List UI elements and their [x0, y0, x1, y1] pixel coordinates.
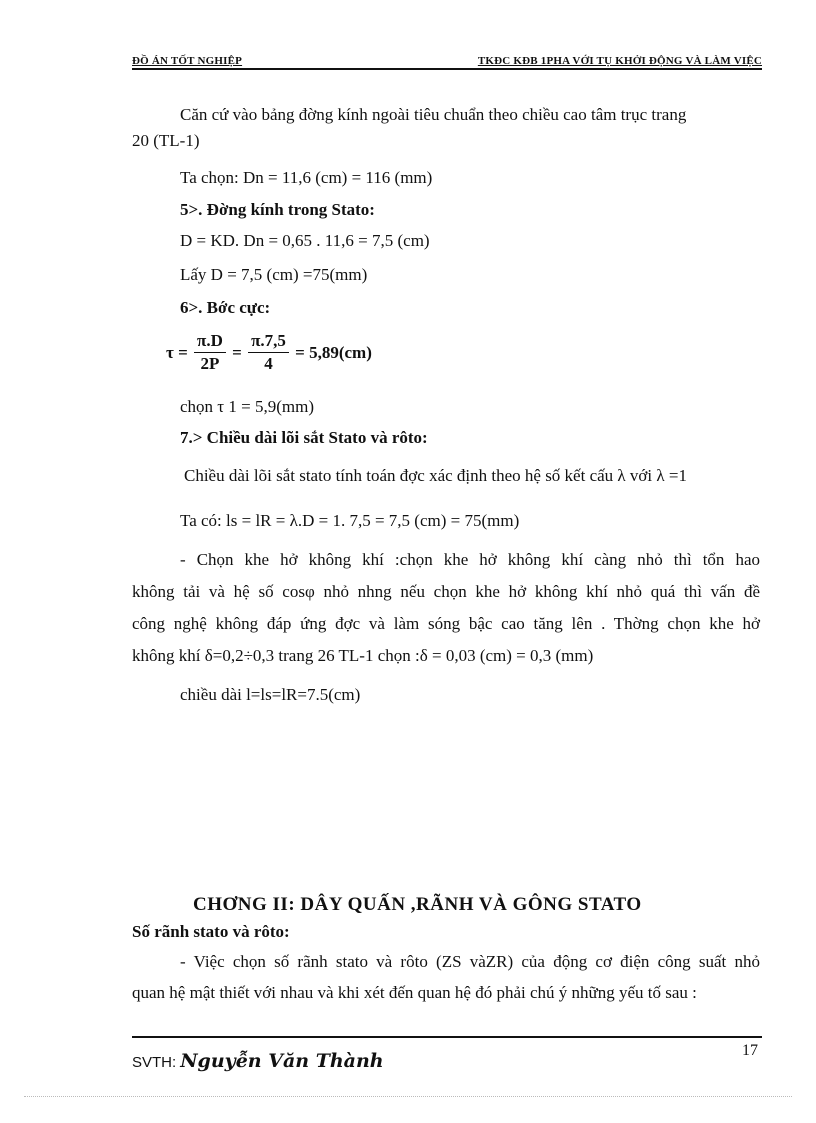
equals-sign: = [232, 342, 242, 362]
header-right: TKĐC KĐB 1PHA VỚI TỤ KHỞI ĐỘNG VÀ LÀM VIỆC [477, 55, 762, 67]
fraction-2-denominator: 4 [264, 354, 273, 373]
paragraph-line: không tải và hệ số cosφ nhỏ nhng nếu chọn khe hở không khí nhỏ quá thì vấn đề [132, 582, 760, 601]
footer-svth-label: SVTH: [132, 1054, 177, 1071]
tau-symbol: τ = [166, 342, 188, 362]
fraction-1 [194, 330, 226, 375]
fraction-1-numerator: π.D [194, 330, 226, 353]
choose-dn: Ta chọn: Dn = 11,6 (cm) = 116 (mm) [180, 168, 433, 187]
paragraph-line: - Chọn khe hở không khí :chọn khe hở không khí càng nhỏ thì tổn hao [180, 550, 760, 569]
length-text: Chiều dài lõi sắt stato tính toán đợc xác định theo hệ số kết cấu λ với λ =1 [184, 466, 687, 485]
header-left: ĐỒ ÁN TỐT NGHIỆP [132, 55, 243, 67]
chieu-dai: chiều dài l=ls=lR=7.5(cm) [180, 685, 361, 704]
fraction-2 [248, 330, 289, 375]
ta-co: Ta có: ls = lR = λ.D = 1. 7,5 = 7,5 (cm) = 75(mm) [180, 511, 520, 530]
page-edge-divider [24, 1096, 792, 1097]
heading-5: 5>. Đờng kính trong Stato: [180, 200, 375, 219]
page-header [132, 52, 762, 70]
paragraph-line: 20 (TL-1) [132, 131, 200, 150]
footer-author [132, 1050, 384, 1072]
fraction-1-denominator: 2P [200, 354, 220, 373]
paragraph-line: Căn cứ vào bảng đờng kính ngoài tiêu chuẩn theo chiều cao tâm trục trang [180, 105, 687, 124]
chapter-subheading: Số rãnh stato và rôto: [132, 922, 290, 941]
paragraph-line: không khí δ=0,2÷0,3 trang 26 TL-1 chọn :δ = 0,03 (cm) = 0,3 (mm) [132, 646, 594, 665]
chon-tau: chọn τ 1 = 5,9(mm) [180, 397, 314, 416]
tau-result: = 5,89(cm) [295, 342, 372, 362]
chapter-title: CHƠNG II: DÂY QUẤN ,RÃNH VÀ GÔNG STATO [193, 894, 642, 915]
take-d: Lấy D = 7,5 (cm) =75(mm) [180, 265, 368, 284]
paragraph-line: công nghệ không đáp ứng đợc và làm sóng bậc cao tăng lên . Thờng chọn khe hở [132, 614, 760, 633]
heading-7: 7.> Chiều dài lõi sắt Stato và rôto: [180, 428, 428, 447]
paragraph-line: - Việc chọn số rãnh stato và rôto (ZS vàZR) của động cơ điện công suất nhỏ [180, 952, 760, 971]
fraction-2-numerator: π.7,5 [248, 330, 289, 353]
footer-divider [132, 1036, 762, 1038]
paragraph-line: quan hệ mật thiết với nhau và khi xét đến quan hệ đó phải chú ý những yếu tố sau : [132, 983, 697, 1002]
d-formula: D = KD. Dn = 0,65 . 11,6 = 7,5 (cm) [180, 231, 430, 250]
page-number: 17 [742, 1042, 758, 1059]
tau-equation [166, 330, 372, 380]
heading-6: 6>. Bớc cực: [180, 298, 271, 317]
footer-author-name: Nguyễn Văn Thành [180, 1050, 384, 1072]
